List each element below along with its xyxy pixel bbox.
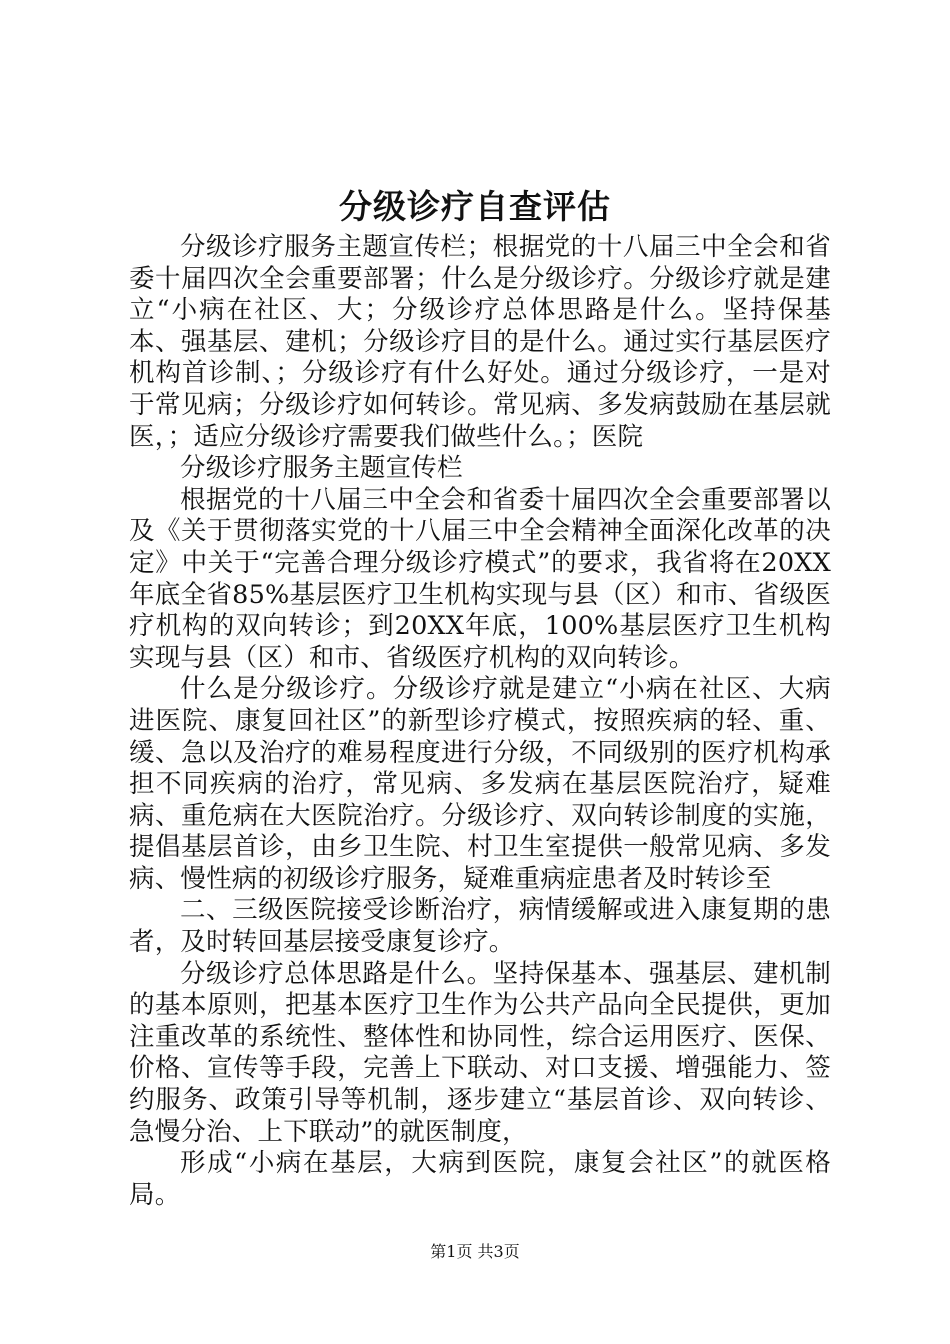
- page-number-footer: 第1页 共3页: [430, 1242, 520, 1261]
- paragraph-deployment: 根据党的十八届三中全会和省委十届四次全会重要部署以及《关于贯彻落实党的十八届三中全会精神全面深化改革的决定》中关于“完善合理分级诊疗模式”的要求，我省将在20XX年底全省85%基层医疗卫生机构实现与县（区）和市、省级医疗机构的双向转诊；到20XX年底，100%基层医疗卫生机构实现与县（区）和市、省级医疗机构的双向转诊。: [129, 484, 831, 673]
- paragraph-overall-approach: 分级诊疗总体思路是什么。坚持保基本、强基层、建机制的基本原则，把基本医疗卫生作为公共产品向全民提供，更加注重改革的系统性、整体性和协同性，综合运用医疗、医保、价格、宣传等手段，完善上下联动、对口支援、增强能力、签约服务、政策引导等机制，逐步建立“基层首诊、双向转诊、急慢分治、上下联动”的就医制度，: [129, 958, 831, 1147]
- paragraph-section-heading: 分级诊疗服务主题宣传栏: [180, 453, 463, 484]
- paragraph-hospital-referral: 二、三级医院接受诊断治疗，病情缓解或进入康复期的患者，及时转回基层接受康复诊疗。: [129, 895, 831, 958]
- paragraph-what-is: 什么是分级诊疗。分级诊疗就是建立“小病在社区、大病进医院、康复回社区”的新型诊疗模式，按照疾病的轻、重、缓、急以及治疗的难易程度进行分级，不同级别的医疗机构承担不同疾病的治疗，常见病、多发病在基层医院治疗，疑难病、重危病在大医院治疗。分级诊疗、双向转诊制度的实施，提倡基层首诊，由乡卫生院、村卫生室提供一般常见病、多发病、慢性病的初级诊疗服务，疑难重病症患者及时转诊至: [129, 674, 831, 894]
- paragraph-intro-summary: 分级诊疗服务主题宣传栏；根据党的十八届三中全会和省委十届四次全会重要部署；什么是分级诊疗。分级诊疗就是建立“小病在社区、大；分级诊疗总体思路是什么。坚持保基本、强基层、建机；分级诊疗目的是什么。通过实行基层医疗机构首诊制、；分级诊疗有什么好处。通过分级诊疗，一是对于常见病；分级诊疗如何转诊。常见病、多发病鼓励在基层就医，；适应分级诊疗需要我们做些什么。；医院: [129, 232, 831, 452]
- paragraph-conclusion: 形成“小病在基层，大病到医院，康复会社区”的就医格局。: [129, 1148, 831, 1210]
- document-body: [129, 232, 831, 1211]
- page-title: 分级诊疗自查评估: [339, 187, 611, 226]
